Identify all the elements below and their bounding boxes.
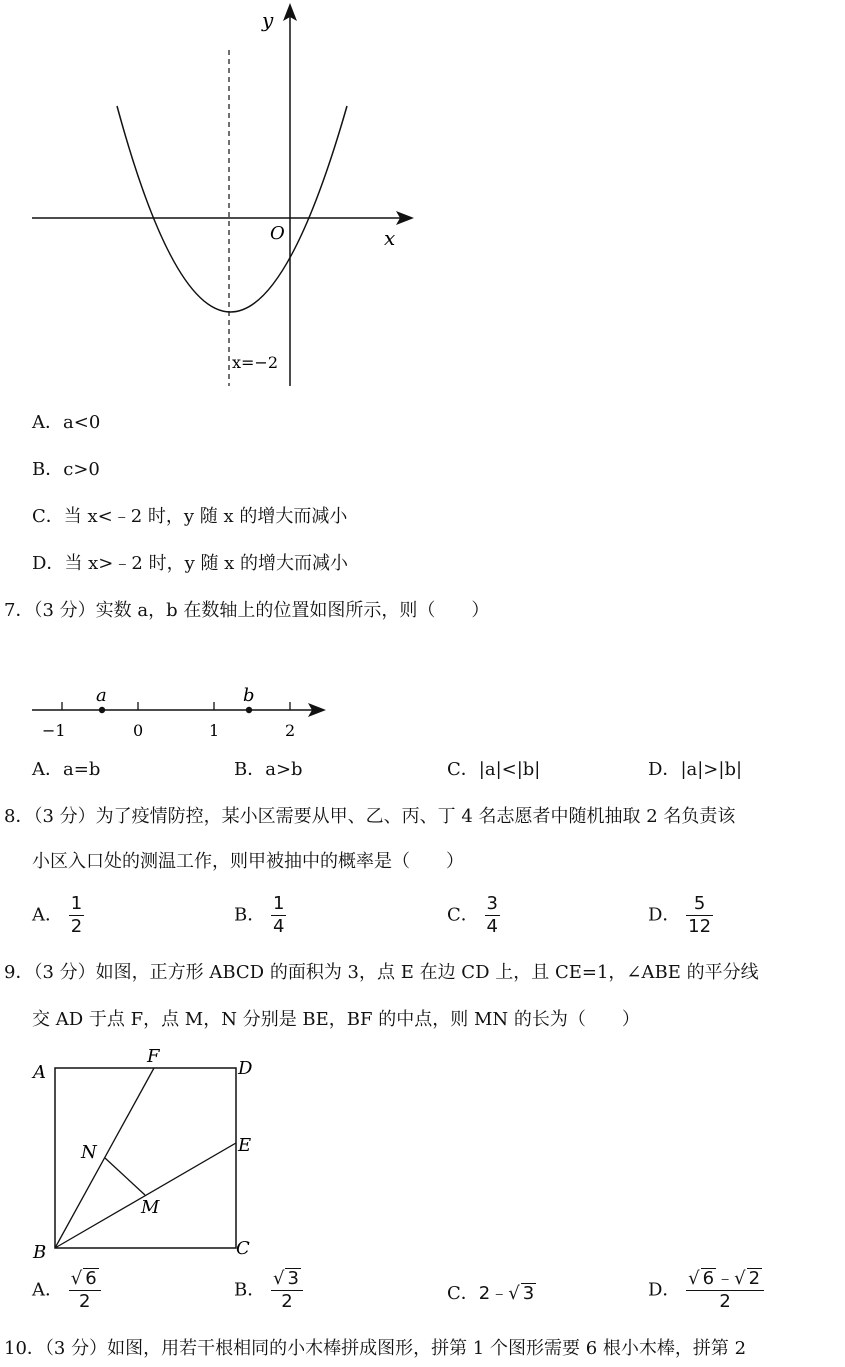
- option-text: a>b: [265, 759, 303, 780]
- numerator: 5: [686, 893, 713, 916]
- radicand: 3: [287, 1268, 299, 1289]
- point-a-label: a: [96, 685, 107, 706]
- q8-stem-line1: 8．（3 分）为了疫情防控，某小区需要从甲、乙、丙、丁 4 名志愿者中随机抽取 2 名负责该: [4, 806, 736, 827]
- option-text: 当 x>﹣2 时，y 随 x 的增大而减小: [64, 553, 349, 574]
- option-letter: A．: [32, 759, 63, 780]
- q10-stem: 10．（3 分）如图，用若干根相同的小木棒拼成图形，拼第 1 个图形需要 6 根小木棒，拼第 2: [4, 1338, 747, 1359]
- q9-option-d[interactable]: [648, 1268, 764, 1313]
- denominator: 2: [281, 1291, 293, 1312]
- parabola-graph: [0, 0, 845, 400]
- radicand: 6: [702, 1268, 715, 1289]
- option-letter: D．: [648, 759, 681, 780]
- denominator: 2: [78, 1291, 91, 1312]
- option-text: a=b: [63, 759, 101, 780]
- radical-sign: √: [734, 1268, 746, 1289]
- option-letter: C．: [447, 904, 479, 926]
- label-m: M: [141, 1197, 160, 1218]
- option-letter: B．: [234, 904, 266, 926]
- q8-option-b[interactable]: [234, 893, 286, 938]
- q8-option-c[interactable]: [447, 893, 500, 938]
- fraction: [271, 893, 286, 938]
- radical-sign: √: [272, 1268, 285, 1289]
- q9-option-b[interactable]: [234, 1268, 303, 1313]
- segment-mn: [105, 1158, 145, 1195]
- option-text: |a|<|b|: [478, 759, 541, 780]
- option-letter: A．: [32, 904, 63, 926]
- numerator: 3: [486, 893, 498, 914]
- option-prefix: 2﹣: [478, 1283, 509, 1304]
- radical-sign: √: [70, 1268, 83, 1289]
- segment-bf: [55, 1068, 154, 1248]
- fraction: [69, 1268, 101, 1313]
- fraction: [485, 893, 500, 938]
- radical-sign: √: [508, 1283, 520, 1304]
- label-b: B: [33, 1242, 47, 1263]
- radicand: 2: [748, 1268, 761, 1289]
- denominator: 4: [486, 916, 498, 937]
- radicand: 6: [85, 1268, 97, 1289]
- label-d: D: [238, 1058, 253, 1079]
- option-text: 当 x<﹣2 时，y 随 x 的增大而减小: [63, 506, 348, 527]
- label-c: C: [236, 1238, 250, 1259]
- option-letter: D．: [648, 1279, 681, 1301]
- q6-option-c[interactable]: [32, 506, 347, 528]
- denominator: 2: [719, 1291, 731, 1312]
- radical-sign: √: [688, 1268, 700, 1289]
- number-line: [0, 680, 340, 740]
- numerator: 1: [272, 893, 285, 914]
- fraction: [271, 1268, 303, 1313]
- q8-stem-line2: 小区入口处的测温工作，则甲被抽中的概率是（ ）: [32, 851, 464, 872]
- label-e: E: [238, 1135, 252, 1156]
- denominator: 12: [688, 916, 712, 937]
- minus-sign: ﹣: [716, 1268, 735, 1289]
- q7-stem: 7．（3 分）实数 a，b 在数轴上的位置如图所示，则（ ）: [4, 600, 490, 621]
- option-letter: D．: [32, 553, 65, 574]
- parabola-curve: [117, 106, 347, 312]
- fraction: [69, 893, 84, 938]
- tick-label-1: 1: [209, 721, 220, 740]
- numerator: [69, 1268, 101, 1291]
- q9-option-c[interactable]: [447, 1283, 536, 1305]
- q6-option-a[interactable]: [32, 412, 100, 434]
- q7-option-b[interactable]: [234, 759, 303, 781]
- numerator: 1: [70, 893, 83, 914]
- label-a: A: [33, 1062, 46, 1083]
- option-letter: C．: [32, 506, 64, 527]
- option-text: a<0: [63, 412, 101, 433]
- option-text: |a|>|b|: [680, 759, 743, 780]
- q7-option-d[interactable]: [648, 759, 742, 781]
- q8-option-a[interactable]: [32, 893, 84, 938]
- q9-option-a[interactable]: [32, 1268, 101, 1313]
- option-letter: A．: [32, 412, 63, 433]
- fraction: [686, 893, 713, 938]
- option-letter: D．: [648, 904, 681, 926]
- q8-option-d[interactable]: [648, 893, 713, 938]
- q7-option-c[interactable]: [447, 759, 540, 781]
- radicand: 3: [522, 1283, 535, 1304]
- y-axis-label: y: [262, 8, 274, 32]
- option-letter: B．: [32, 459, 64, 480]
- origin-label: O: [270, 223, 285, 244]
- q9-stem-line2: 交 AD 于点 F，点 M，N 分别是 BE，BF 的中点，则 MN 的长为（ ）: [32, 1009, 640, 1030]
- q9-stem-line1: 9．（3 分）如图，正方形 ABCD 的面积为 3，点 E 在边 CD 上，且 CE=1，∠ABE 的平分线: [4, 962, 759, 983]
- q6-option-b[interactable]: [32, 459, 100, 481]
- point-b: [246, 707, 252, 713]
- option-text: c>0: [63, 459, 100, 480]
- denominator: 4: [272, 916, 285, 937]
- label-f: F: [147, 1046, 160, 1067]
- option-letter: B．: [234, 759, 266, 780]
- tick-label-0: 0: [133, 721, 144, 740]
- square-figure: [0, 1040, 300, 1265]
- label-n: N: [81, 1142, 97, 1163]
- tick-label-minus-1: −1: [42, 721, 66, 740]
- option-letter: A．: [32, 1279, 63, 1301]
- symmetry-axis-label: x=−2: [232, 353, 279, 372]
- option-letter: B．: [234, 1279, 266, 1301]
- denominator: 2: [70, 916, 83, 937]
- q6-option-d[interactable]: [32, 553, 348, 575]
- point-a: [99, 707, 105, 713]
- x-axis-label: x: [384, 226, 396, 250]
- option-letter: C．: [447, 759, 479, 780]
- numerator: [686, 1268, 764, 1291]
- tick-label-2: 2: [285, 721, 296, 740]
- fraction: [686, 1268, 764, 1313]
- numerator: [271, 1268, 303, 1291]
- q7-option-a[interactable]: [32, 759, 100, 781]
- point-b-label: b: [243, 685, 255, 706]
- option-letter: C．: [447, 1283, 479, 1304]
